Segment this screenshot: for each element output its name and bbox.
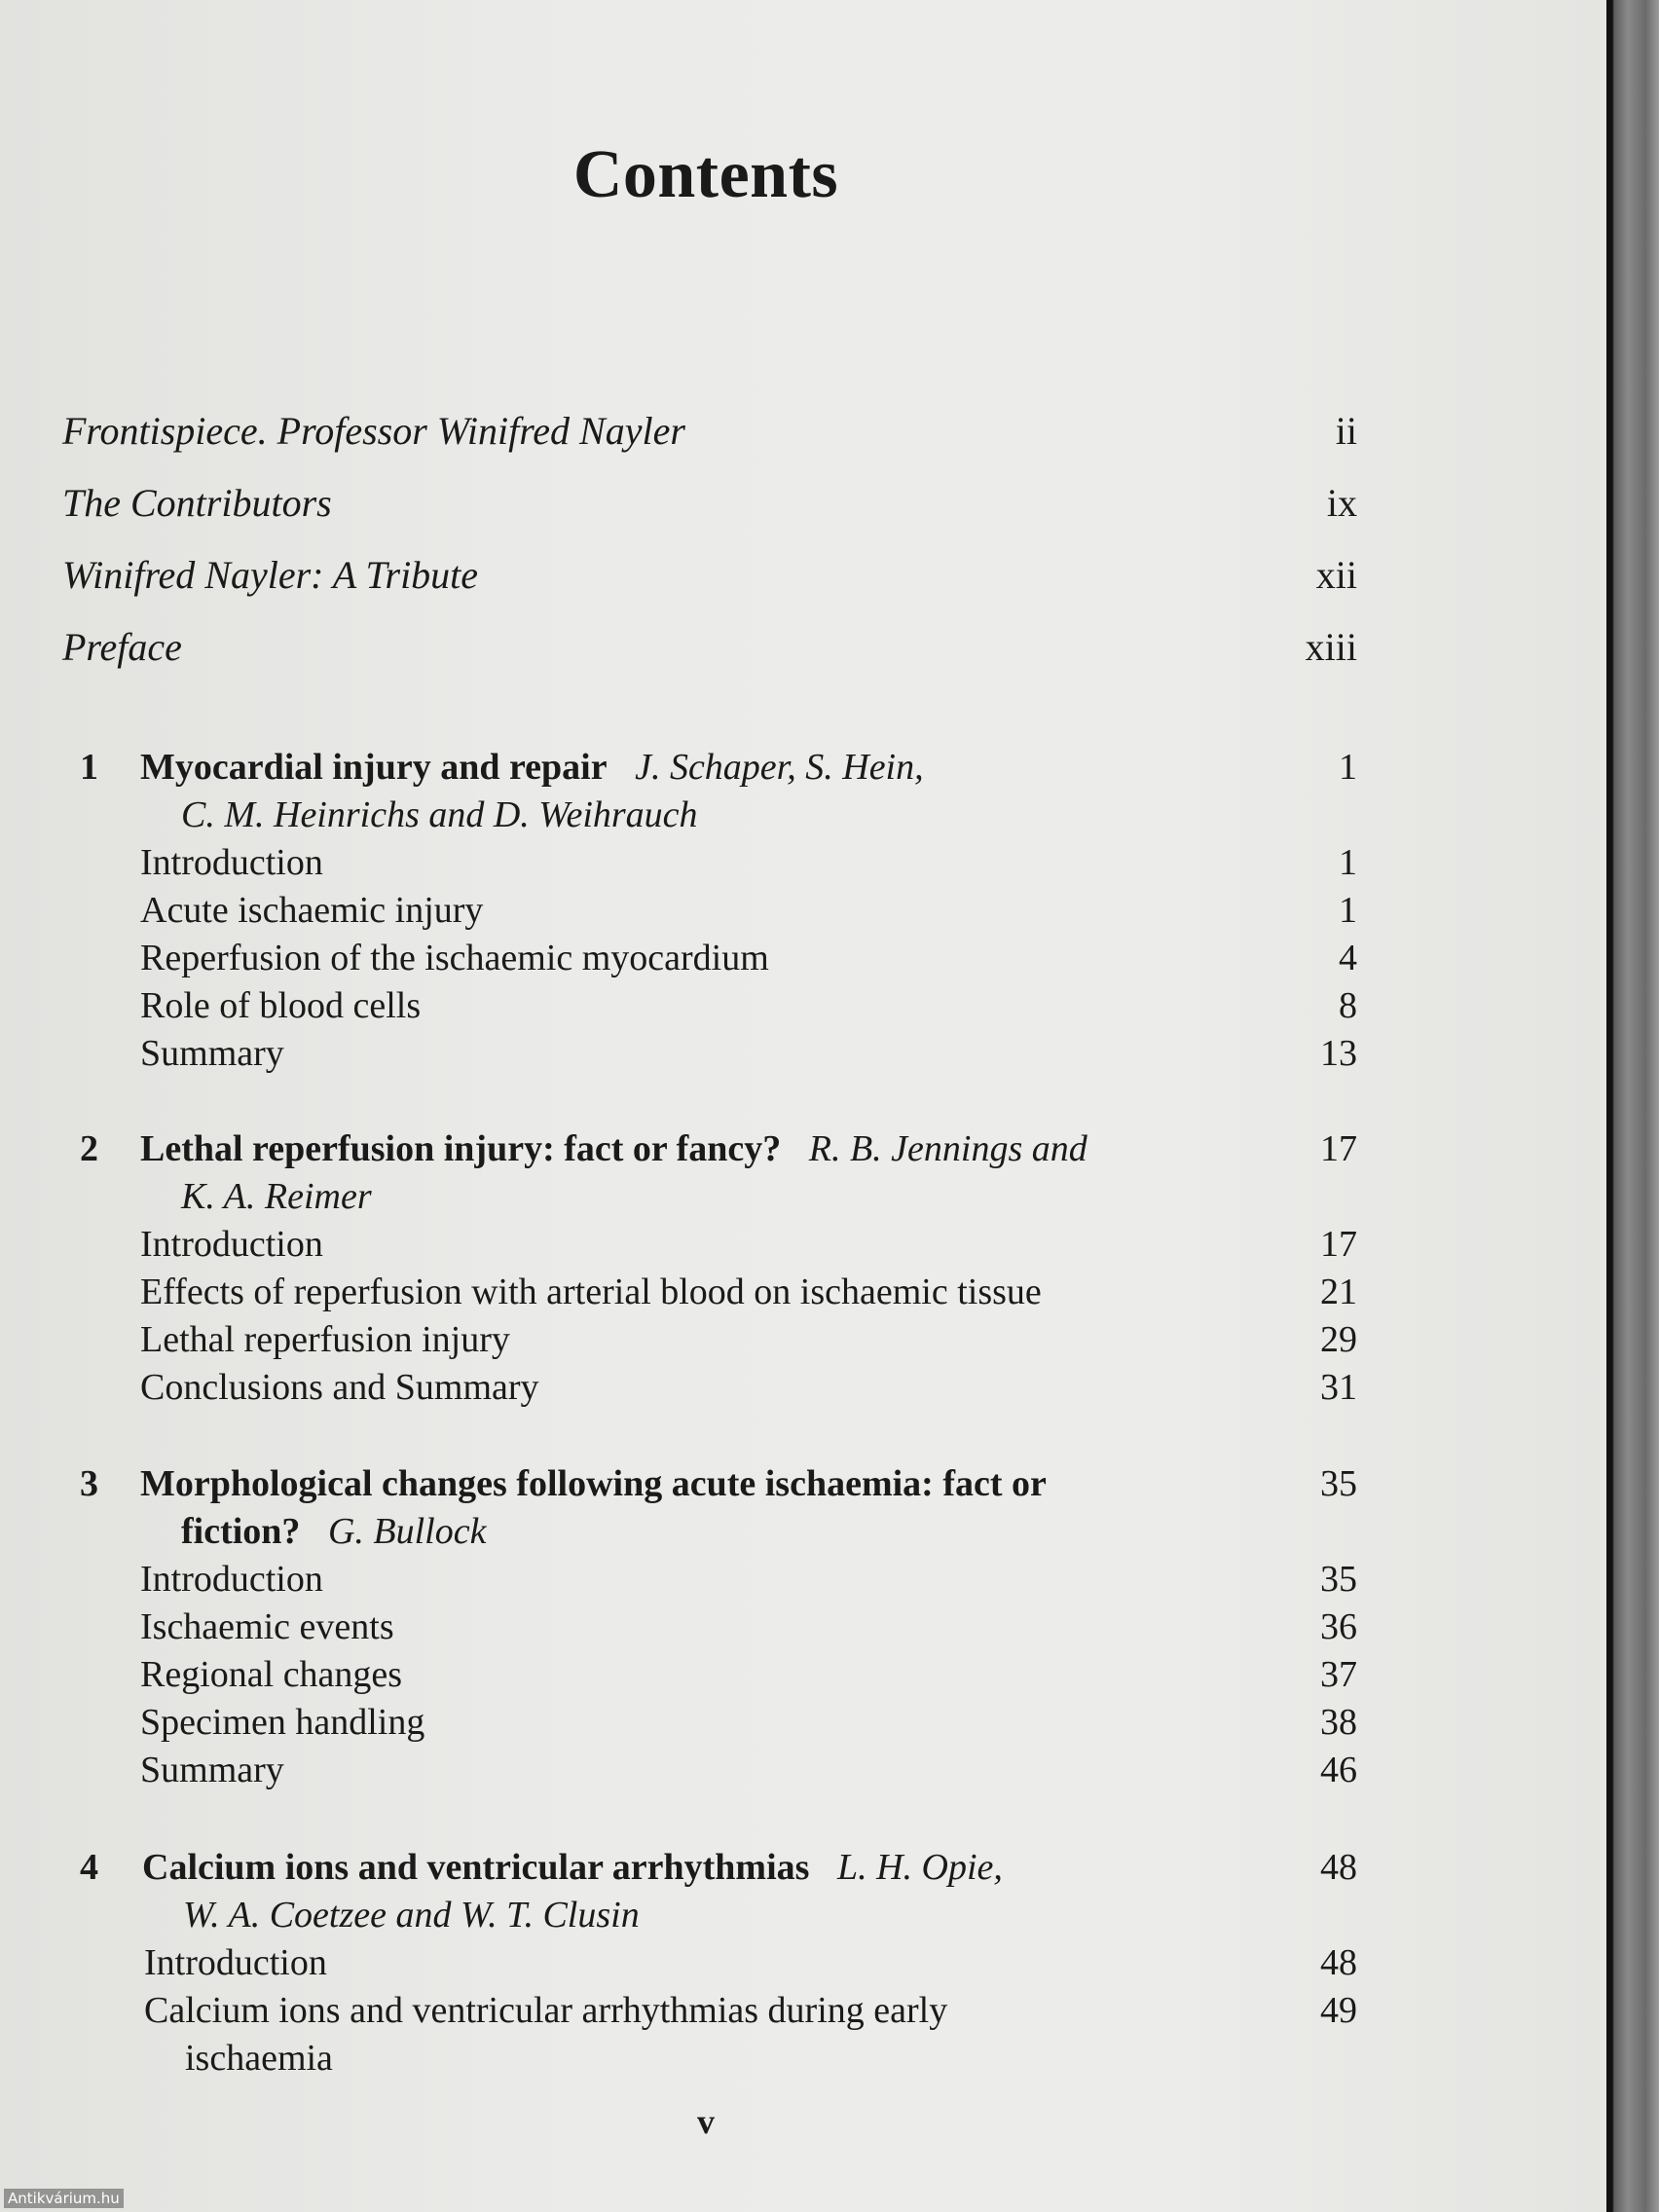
chapter-title: Morphological changes following acute ischaemia: fact or — [140, 1463, 1047, 1504]
section-title: Introduction — [144, 1942, 327, 1983]
chapter-authors: R. B. Jennings and — [808, 1128, 1088, 1169]
section-page-number: 8 — [1339, 985, 1357, 1026]
section-entry — [62, 1269, 1357, 1316]
section-entry — [62, 935, 1357, 982]
section-title: Introduction — [140, 1559, 323, 1600]
chapter-1 — [62, 744, 1357, 1078]
prelim-title: Winifred Nayler: A Tribute — [62, 553, 479, 597]
chapter-page-number: 48 — [1320, 1847, 1357, 1888]
chapter-number: 3 — [80, 1463, 98, 1504]
section-title: Regional changes — [140, 1654, 403, 1695]
chapter-4 — [62, 1844, 1357, 2083]
section-entry — [62, 1747, 1357, 1794]
section-entry — [62, 1651, 1357, 1699]
section-page-number: 31 — [1320, 1367, 1357, 1408]
chapter-number: 1 — [80, 747, 98, 788]
chapter-authors: G. Bullock — [327, 1511, 487, 1552]
chapter-title: Lethal reperfusion injury: fact or fancy? — [140, 1128, 782, 1169]
section-page-number: 46 — [1320, 1750, 1357, 1790]
section-page-number: 17 — [1320, 1224, 1357, 1265]
section-page-number: 36 — [1320, 1606, 1357, 1647]
section-title: Reperfusion of the ischaemic myocardium — [140, 938, 769, 978]
section-entry — [62, 1316, 1357, 1364]
chapter-heading — [140, 744, 924, 792]
chapter-authors: L. H. Opie, — [836, 1847, 1003, 1888]
section-entry — [62, 839, 1357, 887]
chapter-2 — [62, 1125, 1357, 1412]
section-page-number: 1 — [1339, 842, 1357, 883]
section-entry — [62, 1987, 1357, 2035]
chapter-page-number: 35 — [1320, 1463, 1357, 1504]
section-entry — [62, 1604, 1357, 1651]
section-title: Lethal reperfusion injury — [140, 1319, 510, 1360]
page-number-footer: v — [697, 2102, 715, 2141]
section-page-number: 38 — [1320, 1702, 1357, 1743]
section-title: Introduction — [140, 1224, 323, 1265]
chapter-page-number: 1 — [1339, 747, 1357, 788]
section-page-number: 49 — [1320, 1990, 1357, 2031]
section-title: Summary — [140, 1750, 284, 1790]
prelim-page-number: xii — [1315, 553, 1357, 597]
section-entry — [62, 982, 1357, 1030]
prelim-page-number: xiii — [1305, 625, 1357, 669]
section-entry — [62, 1699, 1357, 1747]
chapter-number: 4 — [80, 1847, 98, 1888]
section-entry — [62, 1939, 1357, 1987]
section-title: Role of blood cells — [140, 985, 422, 1026]
section-title: Introduction — [140, 842, 323, 883]
watermark: Antikvárium.hu — [4, 2189, 124, 2208]
prelim-entry-preface — [62, 623, 1357, 672]
section-title: Summary — [140, 1033, 284, 1074]
section-page-number: 37 — [1320, 1654, 1357, 1695]
chapter-page-number: 17 — [1320, 1128, 1357, 1169]
section-entry — [62, 1221, 1357, 1269]
section-title: Effects of reperfusion with arterial blood on ischaemic tissue — [140, 1272, 1042, 1312]
prelim-title: The Contributors — [62, 481, 332, 525]
chapter-authors-continued: C. M. Heinrichs and D. Weihrauch — [181, 794, 698, 835]
page-title: Contents — [572, 137, 839, 212]
section-page-number: 29 — [1320, 1319, 1357, 1360]
section-entry — [62, 1556, 1357, 1604]
chapter-3 — [62, 1460, 1357, 1794]
section-page-number: 21 — [1320, 1272, 1357, 1312]
section-page-number: 48 — [1320, 1942, 1357, 1983]
chapter-heading-continued: fiction? G. Bullock — [181, 1511, 487, 1552]
section-page-number: 4 — [1339, 938, 1357, 978]
prelim-page-number: ix — [1326, 481, 1357, 525]
section-title-continued: ischaemia — [185, 2038, 333, 2079]
prelim-entry-contributors — [62, 479, 1357, 528]
chapter-heading — [140, 1125, 1088, 1173]
prelim-entry-frontispiece — [62, 407, 1357, 456]
prelim-title: Preface — [62, 625, 182, 669]
chapter-heading — [142, 1844, 1003, 1892]
section-page-number: 1 — [1339, 890, 1357, 931]
chapter-title: Calcium ions and ventricular arrhythmias — [142, 1847, 810, 1888]
section-title: Conclusions and Summary — [140, 1367, 539, 1408]
prelim-title: Frontispiece. Professor Winifred Nayler — [62, 409, 685, 453]
chapter-title: Myocardial injury and repair — [140, 747, 608, 788]
show-through-text — [136, 0, 1363, 48]
chapter-heading — [140, 1460, 1047, 1508]
book-binding-edge — [1606, 0, 1659, 2212]
prelim-page-number: ii — [1335, 409, 1357, 453]
section-entry — [62, 1364, 1357, 1412]
section-title: Acute ischaemic injury — [140, 890, 484, 931]
chapter-authors-continued: K. A. Reimer — [181, 1176, 372, 1217]
chapter-authors: J. Schaper, S. Hein, — [635, 747, 924, 788]
section-title: Calcium ions and ventricular arrhythmias during early — [144, 1990, 948, 2031]
prelim-entry-tribute — [62, 551, 1357, 600]
chapter-authors-continued: W. A. Coetzee and W. T. Clusin — [183, 1895, 640, 1936]
section-entry — [62, 1030, 1357, 1078]
section-title: Ischaemic events — [140, 1606, 394, 1647]
section-page-number: 35 — [1320, 1559, 1357, 1600]
section-title: Specimen handling — [140, 1702, 425, 1743]
section-entry — [62, 887, 1357, 935]
chapter-number: 2 — [80, 1128, 98, 1169]
section-page-number: 13 — [1320, 1033, 1357, 1074]
